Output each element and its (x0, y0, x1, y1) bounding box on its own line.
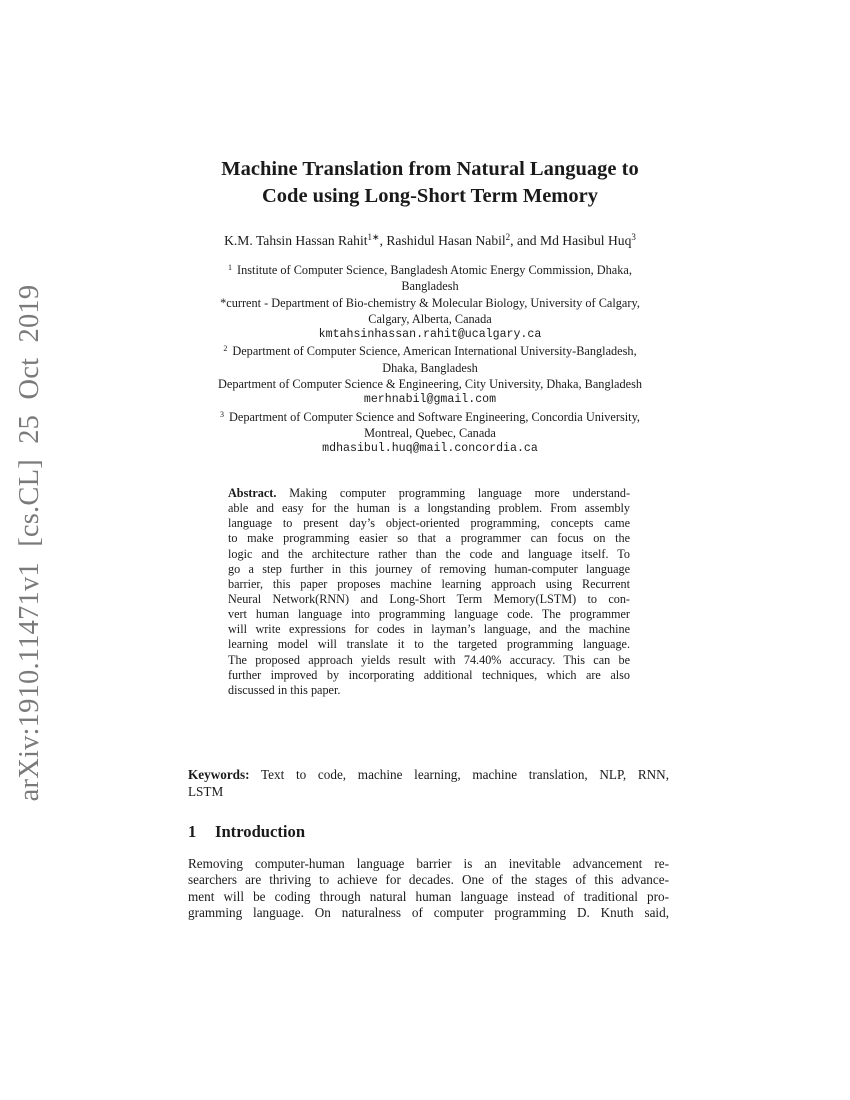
affiliation-line (150, 376, 710, 392)
arxiv-stamp (8, 284, 52, 802)
affiliation-text: *current - Department of Bio-chemistry & Molecular Biology, University of Calgary, (220, 295, 640, 310)
body-line: gramming language. On naturalness of computer programming D. Knuth said, (188, 904, 669, 920)
abstract-line: discussed in this paper. (228, 682, 341, 697)
affiliation-line (150, 360, 710, 376)
keywords-label: Keywords: (188, 767, 250, 782)
author-separator: , (379, 233, 387, 248)
author-affiliation-mark: 1∗ (367, 232, 380, 242)
abstract-line: logic and the architecture rather than the code and language itself. To (228, 546, 630, 561)
affiliations (150, 262, 710, 458)
introduction-paragraph (188, 856, 669, 921)
title-line: Machine Translation from Natural Language to (221, 158, 639, 180)
affiliation-line (150, 295, 710, 311)
abstract (228, 486, 630, 698)
affiliation-text: Calgary, Alberta, Canada (368, 311, 492, 326)
affiliation-text: Department of Computer Science & Engineering, City University, Dhaka, Bangladesh (217, 377, 643, 392)
section-title: Introduction (215, 822, 306, 841)
title-line: Code using Long-Short Term Memory (262, 185, 598, 207)
abstract-line: learning model will translate it to the targeted programming language. (228, 637, 630, 652)
author-email[interactable]: kmtahsinhassan.rahit@ucalgary.ca (318, 328, 542, 342)
section-heading-introduction (188, 822, 305, 842)
affiliation-mark: 3 (219, 409, 224, 419)
arxiv-identifier: arXiv:1910.11471v1 [cs.CL] 25 Oct 2019 (14, 284, 45, 802)
abstract-line: to make programming easier so that a programmer can focus on the (228, 531, 630, 546)
abstract-line: go a step further in this journey of removing human-computer language (228, 561, 630, 576)
abstract-line: language to present day’s object-oriented programming, concepts came (228, 516, 630, 531)
paper-title (150, 156, 710, 210)
author-affiliation-mark: 3 (631, 232, 636, 242)
author-name: K.M. Tahsin Hassan Rahit (224, 233, 368, 248)
body-line: searchers are thriving to achieve for decades. One of the stages of this advance- (188, 872, 669, 888)
keywords-text: Text to code, machine learning, machine translation, NLP, RNN, (261, 767, 669, 782)
affiliation-line (150, 425, 710, 441)
affiliation-text: Dhaka, Bangladesh (382, 360, 478, 375)
body-line: Removing computer-human language barrier is an inevitable advancement re- (188, 856, 669, 871)
abstract-line: The proposed approach yields result with 74.40% accuracy. This can be (228, 652, 630, 667)
section-number: 1 (188, 822, 197, 841)
affiliation-line (150, 343, 710, 359)
author-email[interactable]: merhnabil@gmail.com (363, 393, 497, 407)
keywords-line (188, 767, 669, 784)
keywords (188, 767, 669, 800)
affiliation-line (150, 278, 710, 294)
abstract-text: Making computer programming language more understand- (289, 486, 631, 500)
author-name: Rashidul Hasan Nabil (386, 233, 506, 248)
keywords-line: LSTM (188, 783, 224, 799)
author-name: Md Hasibul Huq (540, 233, 632, 248)
affiliation-line (150, 311, 710, 327)
affiliation-text: Bangladesh (401, 279, 459, 294)
abstract-label: Abstract. (228, 486, 277, 500)
affiliation-text: Montreal, Quebec, Canada (364, 425, 496, 440)
abstract-line: Neural Network(RNN) and Long-Short Term Memory(LSTM) to con- (228, 591, 630, 606)
body-line: ment will be coding through natural human language instead of traditional pro- (188, 888, 669, 904)
affiliation-text: Department of Computer Science, American International University-Bangladesh, (232, 344, 637, 359)
abstract-line: will write expressions for codes in layman’s language, and the machine (228, 622, 630, 637)
author-separator: , and (510, 233, 540, 248)
abstract-line: vert human language into programming language code. The programmer (228, 607, 630, 622)
affiliation-text: Institute of Computer Science, Bangladesh Atomic Energy Commission, Dhaka, (237, 263, 632, 277)
abstract-line (228, 486, 630, 501)
abstract-line: further improved by incorporating additional techniques, which are also (228, 667, 630, 682)
affiliation-mark: 1 (228, 263, 233, 272)
author-list (150, 233, 710, 249)
abstract-line: able and easy for the human is a longstanding problem. From assembly (228, 501, 630, 516)
author-affiliation-mark: 2 (505, 232, 511, 242)
affiliation-line (150, 262, 710, 278)
abstract-line: barrier, this paper proposes machine learning approach using Recurrent (228, 576, 630, 591)
affiliation-mark: 2 (223, 344, 228, 354)
author-email[interactable]: mdhasibul.huq@mail.concordia.ca (322, 442, 538, 456)
affiliation-line (150, 409, 710, 425)
affiliation-text: Department of Computer Science and Software Engineering, Concordia University, (228, 409, 641, 424)
